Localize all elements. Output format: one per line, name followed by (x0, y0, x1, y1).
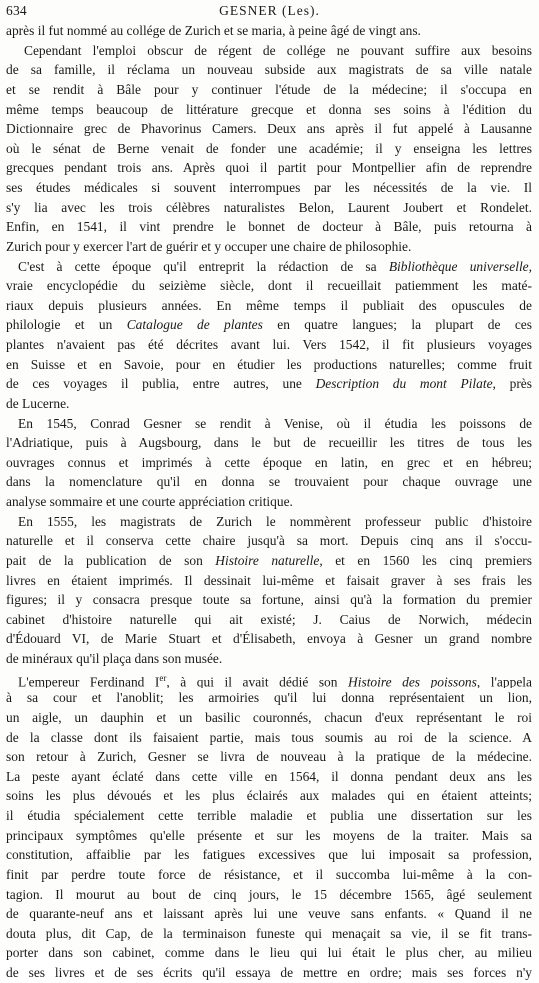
text-line: douta plus, dit Cap, de la terminaison funeste qui menaçait sa vie, il se fit trans- (6, 925, 532, 941)
text-line: l'Adriatique, puis à Augsbourg, dans le but de recueillir les titres de tous les (6, 435, 532, 451)
text-line: plantes n'avaient pas été décrites avant lui. Vers 1542, il fit plusieurs voyages (6, 337, 532, 352)
text-line: En 1555, les magistrats de Zurich le nommèrent professeur public d'histoire (18, 513, 532, 529)
text-line: dans la nomenclature qu'il en donna se trouvaient pour chaque ouvrage une (6, 474, 532, 490)
text-line: en Suisse et en Savoie, pour en étudier les productions naturelles; comme fruit (6, 356, 532, 372)
text-line: C'est à cette époque qu'il entreprit la rédaction de sa Bibliothèque universelle, (18, 258, 532, 274)
body-text (6, 21, 532, 983)
italic-title: Histoire des poissons (348, 674, 477, 689)
text-line: pait de la publication de son Histoire naturelle, et en 1560 les cinq premiers (6, 552, 532, 568)
page-number: 634 (6, 3, 27, 18)
text-line: de ces voyages il publia, entre autres, une Description du mont Pilate, près (6, 376, 532, 392)
text-line: son retour à Zurich, Gesner se livra de nouveau à la pratique de la médecine. (6, 749, 532, 765)
text-line: ouvrages connus et imprimés à cette époque en latin, en grec et en hébreu; (6, 454, 532, 470)
text-line: d'Édouard VI, de Marie Stuart et d'Élisabeth, envoya à Gesner un grand nombre (6, 631, 532, 647)
text-line: de sa famille, il réclama un nouveau subside aux magistrats de sa ville natale (6, 62, 532, 78)
text-line: où le sénat de Berne venait de fonder une académie; il y enseigna les lettres (6, 140, 532, 156)
page-header (6, 3, 533, 21)
italic-title: Catalogue de plantes (126, 317, 263, 333)
text-line: principaux symptômes qu'elle présente et sur les moyens de la traiter. Mais sa (6, 827, 532, 843)
text-line: même temps beaucoup de littérature grecque et donna ses soins à l'édition du (6, 101, 532, 117)
text-line: tagion. Il mourut au bout de cinq jours, le 15 décembre 1565, âgé seulement (6, 886, 532, 902)
text-line: et se rendit à Bâle pour y continuer l'étude de la médecine; il s'occupa en (6, 81, 532, 97)
italic-title: Bibliothèque universelle, (388, 258, 532, 274)
text-line: de quarante-neuf ans et laissant après lui une veuve sans enfants. « Quand il ne (6, 906, 532, 922)
text-line: soins les plus dévoués et les plus éclairés aux malades qui en étaient atteints; (6, 788, 532, 804)
text-line: Zurich pour y exercer l'art de guérir et y occuper une chaire de philosophie. (6, 238, 412, 254)
text-line: finit par perdre toute force de résistance, et il succomba lui-même à la con- (6, 866, 532, 882)
text-line: analyse sommaire et une courte appréciation critique. (6, 494, 293, 509)
text-line: riaux depuis plusieurs années. En même temps il publiait des opuscules de (6, 297, 532, 313)
text-line: Enfin, en 1541, il vint prendre le bonnet de docteur à Bâle, puis retourna à (6, 219, 532, 235)
text-line: après il fut nommé au collége de Zurich et se maria, à peine âgé de vingt ans. (6, 23, 421, 38)
italic-title: Histoire naturelle (215, 552, 320, 568)
text-line: à sa cour et l'anoblit; les armoiries qu'il lui donna représentaient un lion, (6, 690, 532, 706)
text-line: philologie et un Catalogue de plantes en quatre langues; la plupart de ces (6, 317, 532, 333)
text-line: un aigle, un dauphin et un basilic couronnés, chacun d'eux représentant le roi (6, 709, 532, 725)
text-line: de la classe dont ils faisaient partie, mais tous soumis au roi de la science. A (6, 729, 532, 745)
italic-title: Description du mont Pilate (315, 376, 493, 392)
text-line: ses études médicales si souvent interrompues par les nécessités de la vie. Il (6, 180, 532, 195)
text-line: de minéraux qu'il plaça dans son musée. (6, 651, 223, 666)
text-line: vraie encyclopédie du seizième siècle, dont il recueillait patiemment les maté- (6, 278, 532, 294)
text-line: grecques pendant trois ans. Après quoi il partit pour Montpellier afin de reprendre (6, 160, 532, 176)
text-line: de Lucerne. (6, 395, 70, 411)
text-line: constitution, affaiblie par les fatigues excessives que lui imposait sa profession, (6, 847, 532, 863)
text-line: livres en étaient imprimés. Il dessinait lui-même et faisait graver à ses frais les (6, 572, 532, 588)
text-line: porter dans son cabinet, comme dans le lieu qui lui était le plus cher, au milieu (6, 945, 532, 961)
text-line: il étudia spécialement cette terrible maladie et publia une dissertation sur les (6, 808, 532, 823)
text-line: figures; il y consacra presque toute sa fortune, ainsi qu'à la formation du premier (6, 592, 532, 608)
text-line: Dictionnaire grec de Phavorinus Camers. Deux ans après il fut appelé à Lausanne (6, 121, 532, 137)
running-head: GESNER (Les). (219, 3, 320, 18)
text-line: Cependant l'emploi obscur de régent de collége ne pouvant suffire aux besoins (24, 42, 532, 58)
text-line: En 1545, Conrad Gesner se rendit à Venise, où il étudia les poissons de (18, 415, 532, 431)
text-line: La peste ayant éclaté dans cette ville en 1564, il donna pendant deux ans les (6, 768, 532, 784)
text-line: cabinet d'histoire naturelle qui ait existé; J. Caius de Norwich, médecin (6, 611, 532, 627)
text-line: naturelle et il conserva cette chaire jusqu'à sa mort. Depuis cinq ans il s'occu- (6, 533, 532, 549)
text-line: s'y lia avec les trois célèbres naturalistes Belon, Laurent Joubert et Rondelet. (6, 199, 532, 215)
text-line: L'empereur Ferdinand Ier, à qui il avait dédié son Histoire des poissons, l'appela (18, 672, 532, 689)
text-line: de ses livres et de ses écrits qu'il essaya de mettre en ordre; mais ses forces n'y (6, 965, 532, 980)
